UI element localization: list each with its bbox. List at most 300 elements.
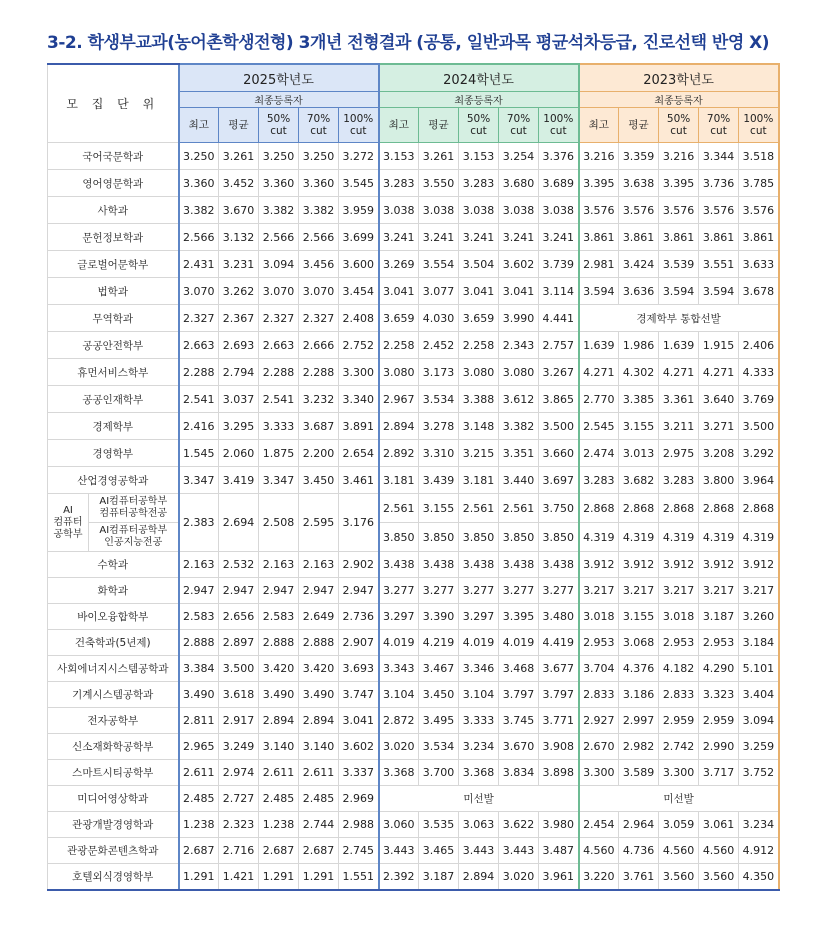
value-cell: 3.554 — [419, 251, 459, 278]
value-cell: 2.694 — [219, 494, 259, 552]
table-row — [48, 359, 779, 386]
unit-name: 신소재화학공학부 — [48, 734, 179, 760]
value-cell: 3.295 — [219, 413, 259, 440]
value-cell: 3.443 — [379, 838, 419, 864]
value-cell: 2.868 — [659, 494, 699, 523]
table-row — [48, 786, 779, 812]
value-cell: 3.283 — [459, 170, 499, 197]
value-cell: 2.888 — [259, 630, 299, 656]
value-cell: 2.687 — [299, 838, 339, 864]
value-cell: 3.439 — [419, 467, 459, 494]
value-cell: 4.030 — [419, 305, 459, 332]
value-cell: 3.361 — [659, 386, 699, 413]
table-row — [48, 494, 779, 523]
value-cell: 3.283 — [379, 170, 419, 197]
value-cell: 3.216 — [579, 143, 619, 170]
value-cell: 3.891 — [339, 413, 379, 440]
value-cell: 2.947 — [339, 578, 379, 604]
value-cell: 3.388 — [459, 386, 499, 413]
value-cell: 3.037 — [219, 386, 259, 413]
value-cell: 3.689 — [539, 170, 579, 197]
value-cell: 2.663 — [259, 332, 299, 359]
value-cell: 2.561 — [379, 494, 419, 523]
value-cell: 3.382 — [499, 413, 539, 440]
value-cell: 4.912 — [739, 838, 779, 864]
value-cell: 4.376 — [619, 656, 659, 682]
value-cell: 2.327 — [179, 305, 219, 332]
table-row — [48, 682, 779, 708]
value-cell: 3.211 — [659, 413, 699, 440]
table-row — [48, 467, 779, 494]
value-cell: 3.261 — [219, 143, 259, 170]
value-cell: 3.638 — [619, 170, 659, 197]
value-cell: 3.420 — [259, 656, 299, 682]
value-cell: 2.654 — [339, 440, 379, 467]
value-cell: 3.495 — [419, 708, 459, 734]
value-cell: 3.041 — [459, 278, 499, 305]
value-cell: 1.639 — [579, 332, 619, 359]
value-cell: 3.140 — [259, 734, 299, 760]
column-header: 70% cut — [299, 108, 339, 143]
value-cell: 3.241 — [379, 224, 419, 251]
value-cell: 3.262 — [219, 278, 259, 305]
value-cell: 2.967 — [379, 386, 419, 413]
value-cell: 3.612 — [499, 386, 539, 413]
value-cell: 3.861 — [699, 224, 739, 251]
value-cell: 3.061 — [699, 812, 739, 838]
table-row — [48, 552, 779, 578]
value-cell: 2.990 — [699, 734, 739, 760]
value-cell: 3.376 — [539, 143, 579, 170]
value-cell: 3.184 — [739, 630, 779, 656]
unit-name: 국어국문학과 — [48, 143, 179, 170]
value-cell: 3.670 — [499, 734, 539, 760]
table-row — [48, 838, 779, 864]
value-cell: 3.990 — [499, 305, 539, 332]
value-cell: 3.080 — [499, 359, 539, 386]
value-cell: 3.041 — [339, 708, 379, 734]
value-cell: 2.833 — [659, 682, 699, 708]
value-cell: 1.639 — [659, 332, 699, 359]
value-cell: 2.894 — [259, 708, 299, 734]
value-cell: 3.272 — [339, 143, 379, 170]
value-cell: 3.080 — [459, 359, 499, 386]
page-title: 3-2. 학생부교과(농어촌학생전형) 3개년 전형결과 (공통, 일반과목 평균석차등급, 진로선택 반영 X) — [47, 33, 770, 53]
value-cell: 1.915 — [699, 332, 739, 359]
value-cell: 3.912 — [659, 552, 699, 578]
value-cell: 3.454 — [339, 278, 379, 305]
column-header: 최고 — [379, 108, 419, 143]
value-cell: 3.104 — [459, 682, 499, 708]
final-registrant-label-2024: 최종등록자 — [379, 92, 579, 108]
value-cell: 3.068 — [619, 630, 659, 656]
value-cell: 1.545 — [179, 440, 219, 467]
column-header: 50% cut — [259, 108, 299, 143]
value-cell: 3.395 — [659, 170, 699, 197]
value-cell: 2.060 — [219, 440, 259, 467]
value-cell: 2.541 — [259, 386, 299, 413]
value-cell: 3.850 — [379, 523, 419, 552]
unit-name: 공공인재학부 — [48, 386, 179, 413]
value-cell: 3.259 — [739, 734, 779, 760]
value-cell: 3.465 — [419, 838, 459, 864]
value-cell: 2.868 — [579, 494, 619, 523]
value-cell: 3.761 — [619, 864, 659, 891]
value-cell: 1.421 — [219, 864, 259, 891]
value-cell: 1.291 — [179, 864, 219, 891]
value-cell: 3.438 — [459, 552, 499, 578]
value-cell: 2.566 — [259, 224, 299, 251]
value-cell: 3.254 — [499, 143, 539, 170]
value-cell: 3.038 — [499, 197, 539, 224]
table-row — [48, 760, 779, 786]
value-cell: 3.850 — [459, 523, 499, 552]
value-cell: 3.850 — [499, 523, 539, 552]
value-cell: 3.283 — [579, 467, 619, 494]
value-cell: 3.261 — [419, 143, 459, 170]
value-cell: 3.539 — [659, 251, 699, 278]
value-cell: 2.561 — [459, 494, 499, 523]
value-cell: 3.269 — [379, 251, 419, 278]
value-cell: 3.545 — [339, 170, 379, 197]
value-cell: 4.019 — [459, 630, 499, 656]
value-cell: 2.794 — [219, 359, 259, 386]
column-header: 평균 — [419, 108, 459, 143]
value-cell: 3.297 — [459, 604, 499, 630]
value-cell: 3.622 — [499, 812, 539, 838]
value-cell: 2.897 — [219, 630, 259, 656]
value-cell: 3.677 — [539, 656, 579, 682]
value-cell: 2.947 — [219, 578, 259, 604]
value-cell: 3.018 — [659, 604, 699, 630]
value-cell: 3.153 — [459, 143, 499, 170]
value-cell: 1.551 — [339, 864, 379, 891]
value-cell: 4.319 — [699, 523, 739, 552]
value-cell: 3.700 — [419, 760, 459, 786]
value-cell: 2.163 — [179, 552, 219, 578]
unit-sub-name: AI컴퓨터공학부 인공지능전공 — [99, 525, 168, 548]
year-header-2025: 2025학년도 — [179, 64, 379, 92]
value-cell: 2.408 — [339, 305, 379, 332]
value-cell: 3.797 — [499, 682, 539, 708]
value-cell: 2.833 — [579, 682, 619, 708]
value-cell: 3.094 — [739, 708, 779, 734]
value-cell: 2.868 — [619, 494, 659, 523]
value-cell: 3.038 — [459, 197, 499, 224]
value-cell: 3.861 — [579, 224, 619, 251]
value-cell: 3.277 — [539, 578, 579, 604]
value-cell: 2.868 — [699, 494, 739, 523]
unit-name: 호텔외식경영학부 — [48, 864, 179, 891]
value-cell: 3.292 — [739, 440, 779, 467]
value-cell: 3.443 — [459, 838, 499, 864]
value-cell: 3.959 — [339, 197, 379, 224]
value-cell: 3.155 — [619, 413, 659, 440]
value-cell: 3.404 — [739, 682, 779, 708]
unit-column-header: 모 집 단 위 — [48, 64, 179, 143]
value-cell: 3.300 — [339, 359, 379, 386]
value-cell: 3.594 — [579, 278, 619, 305]
value-cell: 3.693 — [339, 656, 379, 682]
unit-name: 사학과 — [48, 197, 179, 224]
value-cell: 3.576 — [659, 197, 699, 224]
value-cell: 3.670 — [219, 197, 259, 224]
final-registrant-label-2023: 최종등록자 — [579, 92, 779, 108]
value-cell: 3.094 — [259, 251, 299, 278]
value-cell: 4.271 — [699, 359, 739, 386]
value-cell: 2.947 — [299, 578, 339, 604]
unit-name: 경영학부 — [48, 440, 179, 467]
unit-name: 문헌정보학과 — [48, 224, 179, 251]
value-cell: 4.441 — [539, 305, 579, 332]
value-cell: 2.663 — [179, 332, 219, 359]
value-cell: 3.850 — [419, 523, 459, 552]
value-cell: 4.350 — [739, 864, 779, 891]
value-cell: 2.416 — [179, 413, 219, 440]
value-cell: 2.757 — [539, 332, 579, 359]
value-cell: 2.894 — [379, 413, 419, 440]
value-cell: 4.736 — [619, 838, 659, 864]
value-cell: 2.981 — [579, 251, 619, 278]
value-cell: 3.347 — [179, 467, 219, 494]
value-cell: 3.351 — [499, 440, 539, 467]
value-cell: 2.485 — [299, 786, 339, 812]
value-cell: 3.181 — [459, 467, 499, 494]
value-cell: 3.140 — [299, 734, 339, 760]
value-cell: 2.431 — [179, 251, 219, 278]
value-cell: 3.038 — [539, 197, 579, 224]
value-cell: 2.811 — [179, 708, 219, 734]
table-row — [48, 143, 779, 170]
value-cell: 3.187 — [699, 604, 739, 630]
value-cell: 3.594 — [659, 278, 699, 305]
value-cell: 3.747 — [339, 682, 379, 708]
value-cell: 2.392 — [379, 864, 419, 891]
value-cell: 3.560 — [659, 864, 699, 891]
value-cell: 2.888 — [299, 630, 339, 656]
value-cell: 2.917 — [219, 708, 259, 734]
value-cell: 2.888 — [179, 630, 219, 656]
unit-name: 경제학부 — [48, 413, 179, 440]
value-cell: 3.560 — [699, 864, 739, 891]
table-row — [48, 197, 779, 224]
value-cell: 3.176 — [339, 494, 379, 552]
value-cell: 3.063 — [459, 812, 499, 838]
value-cell: 2.611 — [179, 760, 219, 786]
unit-name: 관광개발경영학과 — [48, 812, 179, 838]
value-cell: 3.500 — [739, 413, 779, 440]
value-cell: 3.771 — [539, 708, 579, 734]
table-row — [48, 413, 779, 440]
value-cell: 3.384 — [179, 656, 219, 682]
value-cell: 3.602 — [499, 251, 539, 278]
value-cell: 3.267 — [539, 359, 579, 386]
unit-name: 무역학과 — [48, 305, 179, 332]
value-cell: 3.070 — [299, 278, 339, 305]
value-cell: 3.534 — [419, 734, 459, 760]
value-cell: 2.687 — [259, 838, 299, 864]
value-cell: 4.333 — [739, 359, 779, 386]
value-cell: 3.297 — [379, 604, 419, 630]
value-cell: 2.288 — [299, 359, 339, 386]
value-cell: 2.406 — [739, 332, 779, 359]
value-cell: 3.080 — [379, 359, 419, 386]
value-cell: 3.277 — [459, 578, 499, 604]
value-cell: 3.208 — [699, 440, 739, 467]
unit-name: 관광문화콘텐츠학과 — [48, 838, 179, 864]
value-cell: 3.114 — [539, 278, 579, 305]
value-cell: 3.964 — [739, 467, 779, 494]
value-cell: 2.383 — [179, 494, 219, 552]
value-cell: 3.382 — [259, 197, 299, 224]
value-cell: 3.234 — [739, 812, 779, 838]
value-cell: 3.420 — [299, 656, 339, 682]
value-cell: 4.319 — [619, 523, 659, 552]
value-cell: 4.290 — [699, 656, 739, 682]
value-cell: 3.468 — [499, 656, 539, 682]
value-cell: 3.682 — [619, 467, 659, 494]
value-cell: 3.020 — [379, 734, 419, 760]
value-cell: 3.020 — [499, 864, 539, 891]
unit-name: 스마트시티공학부 — [48, 760, 179, 786]
value-cell: 3.450 — [299, 467, 339, 494]
value-cell: 3.360 — [259, 170, 299, 197]
value-cell: 3.038 — [379, 197, 419, 224]
value-cell: 3.908 — [539, 734, 579, 760]
value-cell: 3.535 — [419, 812, 459, 838]
value-cell: 2.727 — [219, 786, 259, 812]
table-row — [48, 278, 779, 305]
value-cell: 3.551 — [699, 251, 739, 278]
value-cell: 2.666 — [299, 332, 339, 359]
value-cell: 3.041 — [379, 278, 419, 305]
value-cell: 3.660 — [539, 440, 579, 467]
value-cell: 3.850 — [539, 523, 579, 552]
value-cell: 4.271 — [579, 359, 619, 386]
value-cell: 2.868 — [739, 494, 779, 523]
value-cell: 3.659 — [459, 305, 499, 332]
table-row — [48, 224, 779, 251]
value-cell: 3.390 — [419, 604, 459, 630]
value-cell: 2.595 — [299, 494, 339, 552]
value-cell: 2.947 — [259, 578, 299, 604]
value-cell: 3.333 — [459, 708, 499, 734]
value-cell: 1.875 — [259, 440, 299, 467]
value-cell: 3.461 — [339, 467, 379, 494]
value-cell: 1.238 — [259, 812, 299, 838]
value-cell: 3.443 — [499, 838, 539, 864]
value-cell: 1.986 — [619, 332, 659, 359]
value-cell: 3.600 — [339, 251, 379, 278]
value-cell: 2.163 — [259, 552, 299, 578]
unit-name: 전자공학부 — [48, 708, 179, 734]
unit-name: 미디어영상학과 — [48, 786, 179, 812]
value-cell: 2.953 — [579, 630, 619, 656]
value-cell: 3.359 — [619, 143, 659, 170]
value-cell: 4.182 — [659, 656, 699, 682]
value-cell: 3.490 — [179, 682, 219, 708]
value-cell: 3.060 — [379, 812, 419, 838]
value-cell: 3.310 — [419, 440, 459, 467]
value-cell: 2.997 — [619, 708, 659, 734]
value-cell: 3.271 — [699, 413, 739, 440]
value-cell: 2.327 — [259, 305, 299, 332]
value-cell: 4.560 — [579, 838, 619, 864]
value-cell: 2.744 — [299, 812, 339, 838]
value-cell: 2.894 — [459, 864, 499, 891]
value-cell: 3.697 — [539, 467, 579, 494]
value-cell: 4.319 — [579, 523, 619, 552]
value-cell: 3.385 — [619, 386, 659, 413]
value-cell: 2.959 — [699, 708, 739, 734]
value-cell: 3.360 — [179, 170, 219, 197]
value-cell: 3.636 — [619, 278, 659, 305]
value-cell: 3.368 — [459, 760, 499, 786]
value-cell: 3.360 — [299, 170, 339, 197]
value-cell: 3.912 — [579, 552, 619, 578]
table-row — [48, 708, 779, 734]
value-cell: 3.215 — [459, 440, 499, 467]
value-cell: 3.220 — [579, 864, 619, 891]
value-cell: 2.327 — [299, 305, 339, 332]
value-cell: 2.541 — [179, 386, 219, 413]
value-cell: 2.474 — [579, 440, 619, 467]
value-cell: 3.424 — [619, 251, 659, 278]
value-cell: 3.155 — [619, 604, 659, 630]
value-cell: 2.566 — [299, 224, 339, 251]
value-cell: 2.583 — [259, 604, 299, 630]
value-cell: 2.343 — [499, 332, 539, 359]
value-cell: 3.395 — [499, 604, 539, 630]
unit-name: 산업경영공학과 — [48, 467, 179, 494]
column-header: 100% cut — [339, 108, 379, 143]
value-cell: 3.633 — [739, 251, 779, 278]
year-header-2024: 2024학년도 — [379, 64, 579, 92]
value-cell: 2.687 — [179, 838, 219, 864]
value-cell: 3.234 — [459, 734, 499, 760]
value-cell: 4.319 — [739, 523, 779, 552]
value-cell: 3.231 — [219, 251, 259, 278]
value-cell: 2.964 — [619, 812, 659, 838]
column-header: 최고 — [179, 108, 219, 143]
value-cell: 3.800 — [699, 467, 739, 494]
value-cell: 3.504 — [459, 251, 499, 278]
value-cell: 2.947 — [179, 578, 219, 604]
value-cell: 3.699 — [339, 224, 379, 251]
value-cell: 3.490 — [259, 682, 299, 708]
value-cell: 3.217 — [659, 578, 699, 604]
value-cell: 4.419 — [539, 630, 579, 656]
value-cell: 3.834 — [499, 760, 539, 786]
value-cell: 3.340 — [339, 386, 379, 413]
value-cell: 3.912 — [699, 552, 739, 578]
value-cell: 2.367 — [219, 305, 259, 332]
value-cell: 2.485 — [179, 786, 219, 812]
unit-name: 바이오융합학부 — [48, 604, 179, 630]
value-cell: 3.912 — [619, 552, 659, 578]
value-cell: 3.490 — [299, 682, 339, 708]
value-cell: 3.241 — [419, 224, 459, 251]
value-cell: 2.927 — [579, 708, 619, 734]
merged-note-cell: 미선발 — [579, 786, 779, 812]
value-cell: 2.258 — [379, 332, 419, 359]
value-cell: 3.382 — [299, 197, 339, 224]
value-cell: 3.736 — [699, 170, 739, 197]
column-header: 100% cut — [739, 108, 779, 143]
value-cell: 3.912 — [739, 552, 779, 578]
value-cell: 3.438 — [379, 552, 419, 578]
value-cell: 3.487 — [539, 838, 579, 864]
